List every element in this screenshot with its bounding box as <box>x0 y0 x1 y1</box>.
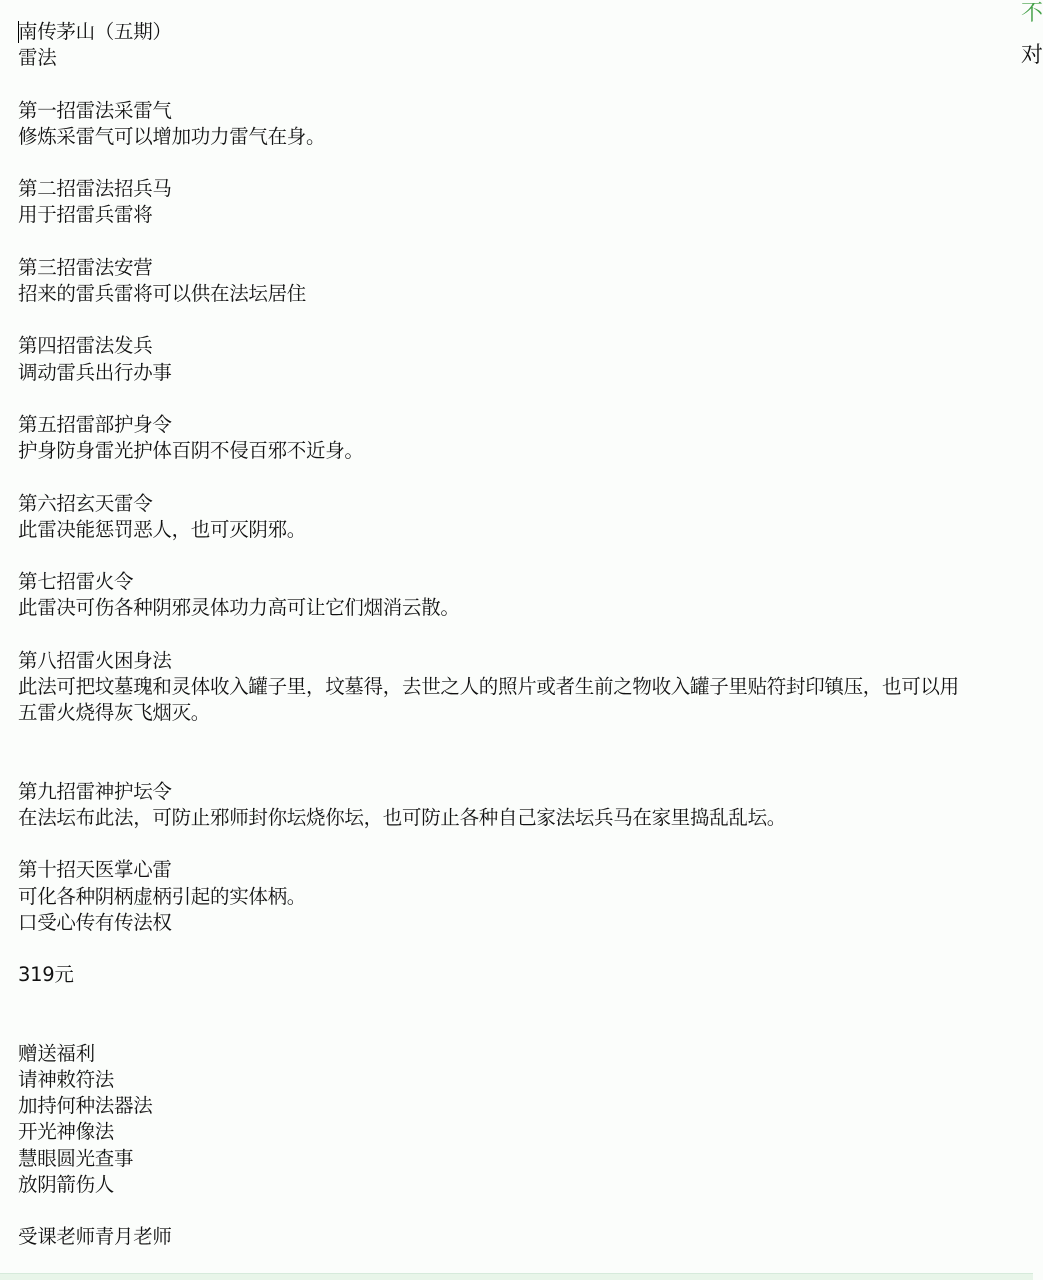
bottom-status-bar <box>0 1273 1033 1280</box>
blank-line <box>18 543 1030 569</box>
document-line: 受课老师青月老师 <box>18 1225 172 1249</box>
blank-line <box>18 386 1030 412</box>
document-line: 第三招雷法安营 <box>18 255 153 279</box>
document-line: 第二招雷法招兵马 <box>18 177 172 201</box>
document-line: 护身防身雷光护体百阴不侵百邪不近身。 <box>18 439 364 463</box>
document-line: 第五招雷部护身令 <box>18 412 172 436</box>
blank-line <box>18 936 1030 962</box>
blank-line <box>18 464 1030 490</box>
document-line: 请神敕符法 <box>18 1067 115 1091</box>
side-peek-top-char: 不 <box>1021 1 1043 26</box>
document-line: 口受心传有传法权 <box>18 910 172 934</box>
document-line: 放阴箭伤人 <box>18 1172 115 1196</box>
document-line: 调动雷兵出行办事 <box>18 360 172 384</box>
document-line: 用于招雷兵雷将 <box>18 203 153 227</box>
blank-line <box>18 71 1030 97</box>
document-line: 第九招雷神护坛令 <box>18 779 172 803</box>
blank-line <box>18 1198 1030 1224</box>
blank-line <box>18 988 1030 1014</box>
document-line: 第八招雷火困身法 <box>18 648 172 672</box>
blank-line <box>18 726 1030 752</box>
document-line: 此法可把坟墓瑰和灵体收入罐子里，坟墓得，去世之人的照片或者生前之物收入罐子里贴符封印镇压，也可以用 <box>18 674 959 698</box>
blank-line <box>18 307 1030 333</box>
document-line: 第四招雷法发兵 <box>18 334 153 358</box>
document-line: 加持何种法器法 <box>18 1094 153 1118</box>
side-panel-peek <box>1019 0 1043 80</box>
document-line: 五雷火烧得灰飞烟灭。 <box>18 701 211 725</box>
blank-line <box>18 753 1030 779</box>
blank-line <box>18 1015 1030 1041</box>
document-line: 可化各种阴柄虚柄引起的实体柄。 <box>18 884 307 908</box>
document-line: 此雷决能惩罚恶人，也可灭阴邪。 <box>18 517 307 541</box>
document-line: 在法坛布此法，可防止邪师封你坛烧你坛，也可防止各种自己家法坛兵马在家里捣乱乱坛。 <box>18 805 787 829</box>
document-line: 南传茅山（五期） <box>18 20 172 43</box>
side-peek-mid-char: 对 <box>1021 43 1043 68</box>
blank-line <box>18 150 1030 176</box>
blank-line <box>18 622 1030 648</box>
document-line: 开光神像法 <box>18 1120 115 1144</box>
document-line: 修炼采雷气可以增加功力雷气在身。 <box>18 124 326 148</box>
document-body[interactable] <box>18 19 1030 1250</box>
document-line: 此雷决可伤各种阴邪灵体功力高可让它们烟消云散。 <box>18 596 460 620</box>
document-line: 第一招雷法采雷气 <box>18 98 172 122</box>
document-line: 第十招天医掌心雷 <box>18 858 172 882</box>
document-line: 雷法 <box>18 46 57 70</box>
document-line: 319元 <box>18 963 74 987</box>
document-line: 赠送福利 <box>18 1041 95 1065</box>
document-line: 第六招玄天雷令 <box>18 491 153 515</box>
document-line: 招来的雷兵雷将可以供在法坛居住 <box>18 281 307 305</box>
blank-line <box>18 229 1030 255</box>
document-line: 慧眼圆光查事 <box>18 1146 134 1170</box>
document-line: 第七招雷火令 <box>18 570 134 594</box>
blank-line <box>18 831 1030 857</box>
